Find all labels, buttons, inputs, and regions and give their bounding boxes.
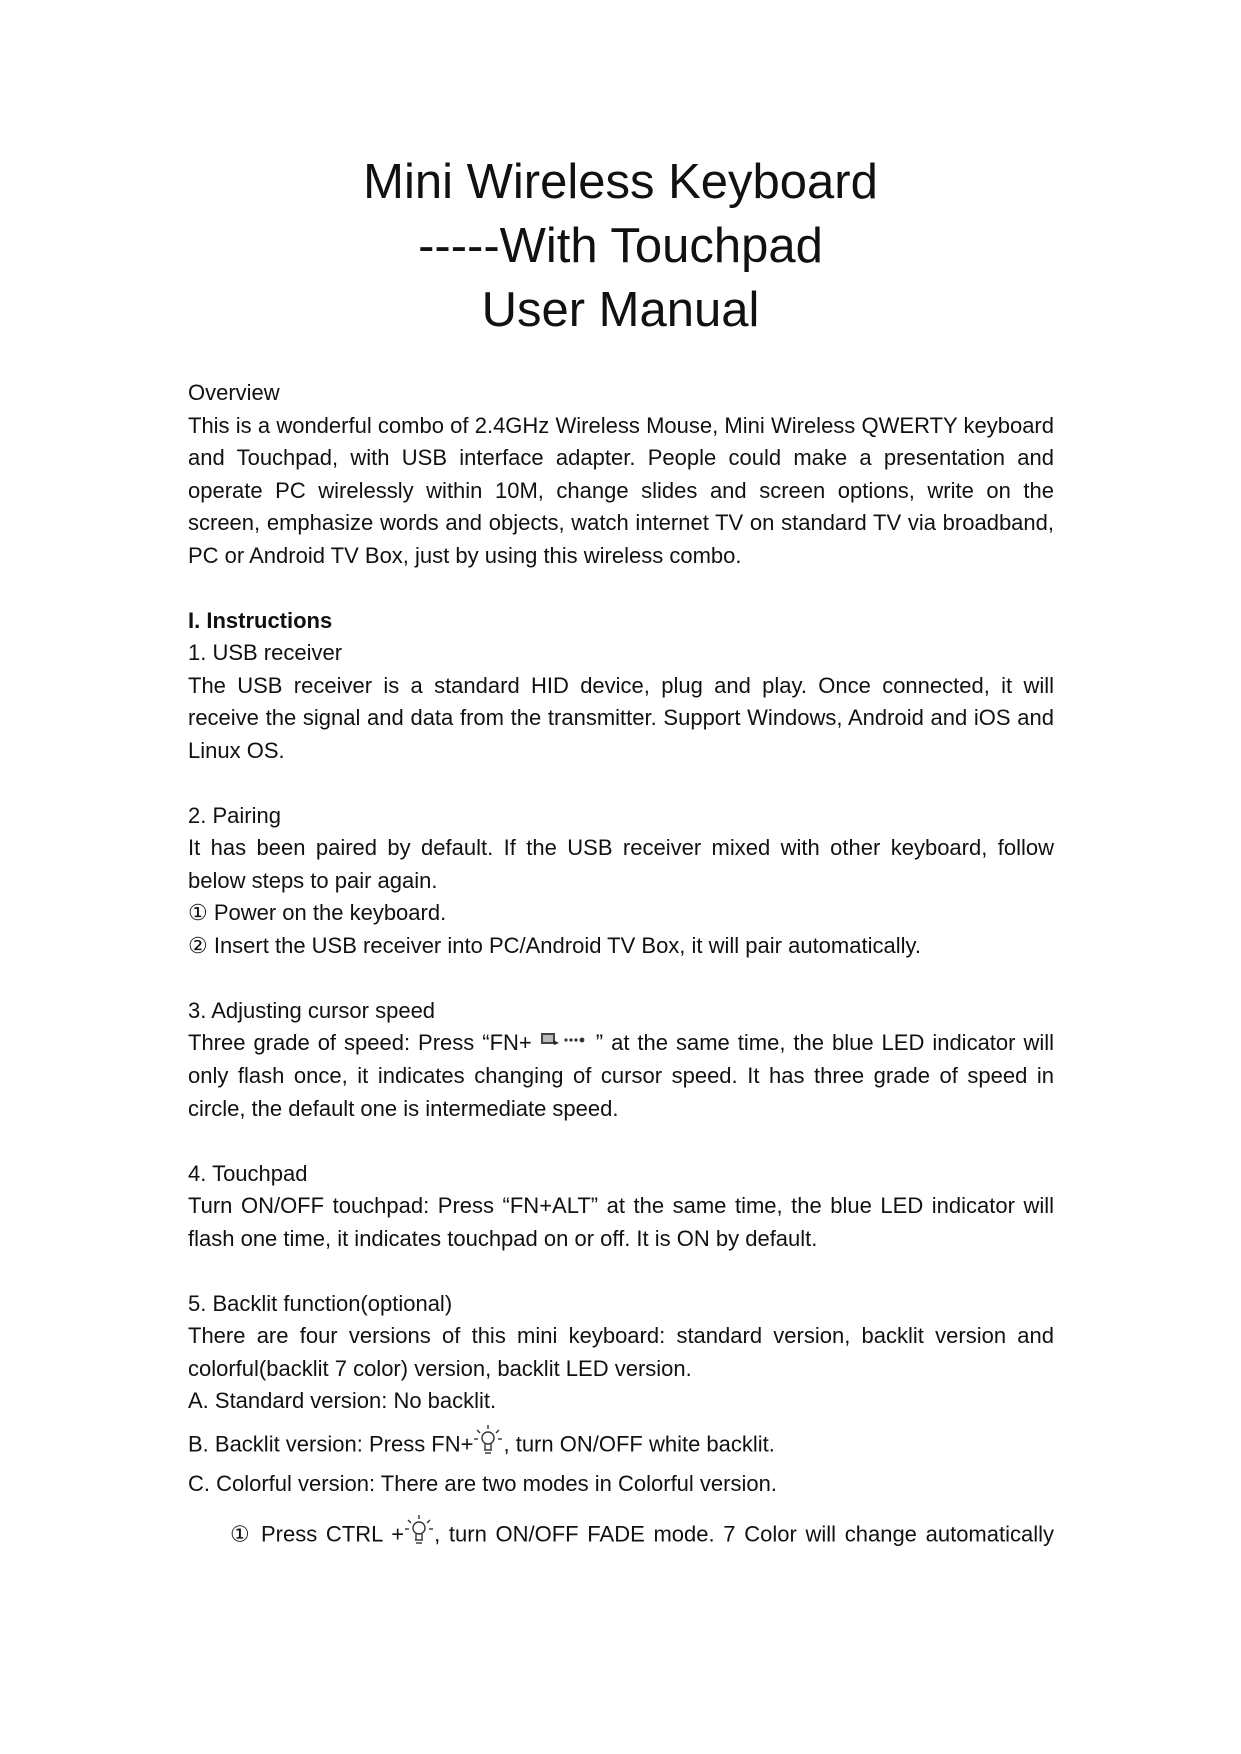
instructions-heading: I. Instructions <box>188 607 333 633</box>
overview-heading: Overview <box>188 380 280 405</box>
usb-text: The USB receiver is a standard HID device, plug and play. Once connected, it will receive the signal and data from the transmitter. Support Windows, Android and iOS and Linux OS. <box>188 672 1054 763</box>
backlit-option-b-before: B. Backlit version: Press FN+ <box>188 1431 474 1457</box>
pairing-step-2: ② Insert the USB receiver into PC/Android TV Box, it will pair automatically. <box>188 932 921 958</box>
spacer <box>188 962 1054 995</box>
usb-heading: 1. USB receiver <box>188 640 343 665</box>
lightbulb-icon <box>473 1424 503 1467</box>
spacer <box>188 767 1054 800</box>
spacer <box>188 1255 1054 1288</box>
mouse-speed-icon <box>532 1028 596 1061</box>
pairing-step-1: ① Power on the keyboard. <box>188 900 447 925</box>
backlit-option-b <box>188 1424 1054 1464</box>
backlit-option-c: C. Colorful version: There are two modes in Colorful version. <box>188 1470 777 1496</box>
document-body <box>188 377 1054 1554</box>
title-line-2: -----With Touchpad <box>418 219 823 273</box>
pairing-text: It has been paired by default. If the USB receiver mixed with other keyboard, follow below steps to pair again. <box>188 835 1054 893</box>
touchpad-heading: 4. Touchpad <box>188 1160 308 1186</box>
cursor-heading: 3. Adjusting cursor speed <box>188 997 436 1023</box>
touchpad-text: Turn ON/OFF touchpad: Press “FN+ALT” at the same time, the blue LED indicator will flash one time, it indicates touchpad on or off. It is ON by default. <box>188 1193 1054 1251</box>
backlit-option-a: A. Standard version: No backlit. <box>188 1388 497 1414</box>
cursor-text-before: Three grade of speed: Press “FN+ <box>188 1030 532 1055</box>
spacer <box>188 1125 1054 1158</box>
backlit-text: There are four versions of this mini keyboard: standard version, backlit version and colorful(backlit 7 color) version, backlit LED version. <box>188 1323 1054 1381</box>
backlit-option-c1-before: ① Press CTRL + <box>230 1521 405 1547</box>
backlit-heading: 5. Backlit function(optional) <box>188 1290 453 1316</box>
title-line-1: Mini Wireless Keyboard <box>363 155 878 209</box>
backlit-option-c-mode-1 <box>188 1514 1054 1554</box>
backlit-option-c1-after: , turn ON/OFF FADE mode. 7 Color will change automatically <box>434 1521 1054 1547</box>
pairing-heading: 2. Pairing <box>188 802 281 828</box>
lightbulb-icon <box>404 1514 434 1557</box>
title-line-3: User Manual <box>481 283 760 337</box>
backlit-option-b-after: , turn ON/OFF white backlit. <box>503 1431 775 1457</box>
cursor-text <box>188 1027 1054 1125</box>
overview-text: This is a wonderful combo of 2.4GHz Wireless Mouse, Mini Wireless QWERTY keyboard and Touchpad, with USB interface adapter. People could make a presentation and operate PC wirelessly within 10M, change slides and screen options, write on the screen, emphasize words and objects, watch internet TV on standard TV via broadband, PC or Android TV Box, just by using this wireless combo. <box>188 412 1054 568</box>
cursor-text-after: ” at the same time, the blue LED indicator will only flash once, it indicates changing of cursor speed. It has three grade of speed in circle, the default one is intermediate speed. <box>188 1030 1055 1121</box>
spacer <box>188 572 1054 605</box>
